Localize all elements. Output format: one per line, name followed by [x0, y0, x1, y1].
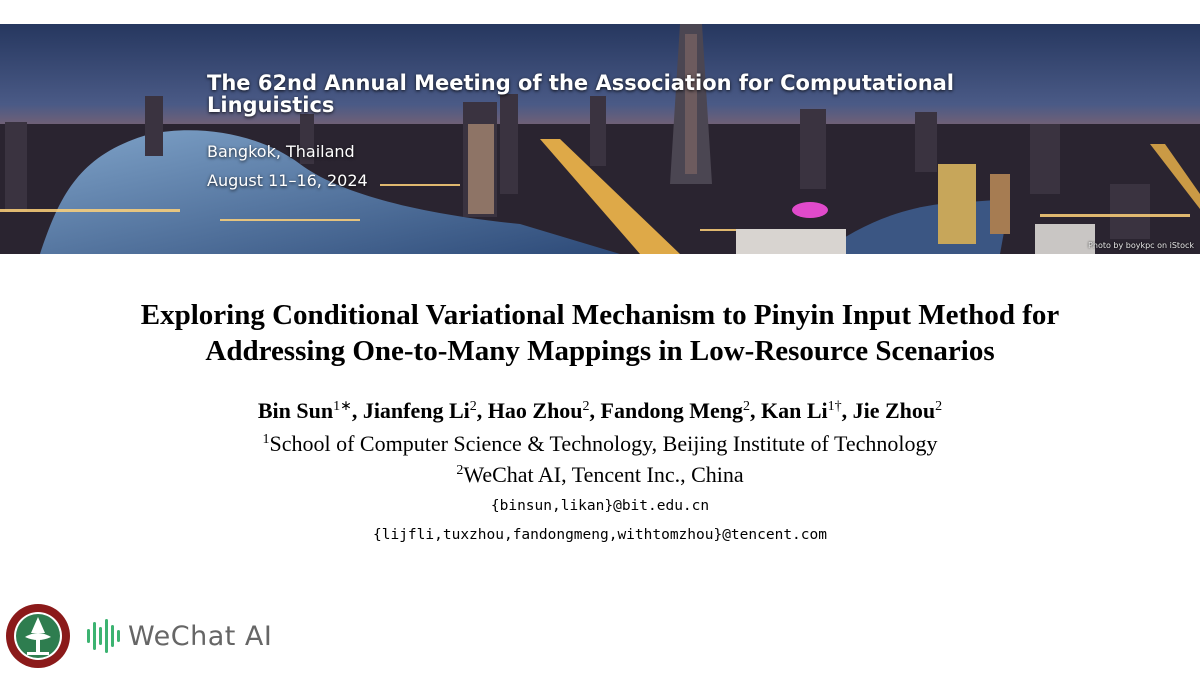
author-list: Bin Sun$^{1∗}$, Jianfeng Li$^2$, Hao Zhou$^2$, Fandong Meng$^2$, Kan $Li^{1\dagger}$, Jie Zhou$^2$ [257, 398, 943, 423]
author: Fandong Meng$^2$ [600, 398, 750, 423]
conference-banner [0, 24, 1200, 254]
city-skyline-image [0, 24, 1200, 254]
paper-title-line-1: Exploring Conditional Variational Mechanism to Pinyin Input Method for [140, 299, 1060, 331]
wechat-ai-wordmark: WeChat AI [128, 620, 273, 652]
conference-dates: August 11–16, 2024 [207, 171, 368, 190]
author: Kan $Li^{1\dagger}$ [760, 398, 842, 423]
author: Jie Zhou$^2$ [852, 398, 943, 423]
affiliation-wechat: $^2$WeChat AI, Tencent Inc., China [456, 462, 744, 487]
bit-logo [5, 603, 71, 674]
author: Hao Zhou$^2$ [487, 398, 590, 423]
bit-seal-icon [5, 603, 71, 669]
conference-title: The 62nd Annual Meeting of the Association for Computational Linguistics [207, 71, 955, 117]
email-tencent: {lijfli,tuxzhou,fandongmeng,withtomzhou}@tencent.com [373, 527, 827, 543]
author: Bin Sun$^{1∗}$ [257, 398, 352, 423]
paper-title [0, 297, 1200, 369]
wechat-ai-logo [86, 617, 272, 655]
affiliation-bit: $^1$School of Computer Science & Technology, Beijing Institute of Technology [262, 431, 938, 456]
wechat-ai-bars-icon [86, 617, 122, 655]
author: Jianfeng Li$^2$ [362, 398, 477, 423]
conference-location: Bangkok, Thailand [207, 142, 355, 161]
photo-credit: Photo by boykpc on iStock [1088, 241, 1194, 250]
email-bit: {binsun,likan}@bit.edu.cn [490, 498, 710, 514]
paper-title-line-2: Addressing One-to-Many Mappings in Low-Resource Scenarios [205, 335, 995, 367]
